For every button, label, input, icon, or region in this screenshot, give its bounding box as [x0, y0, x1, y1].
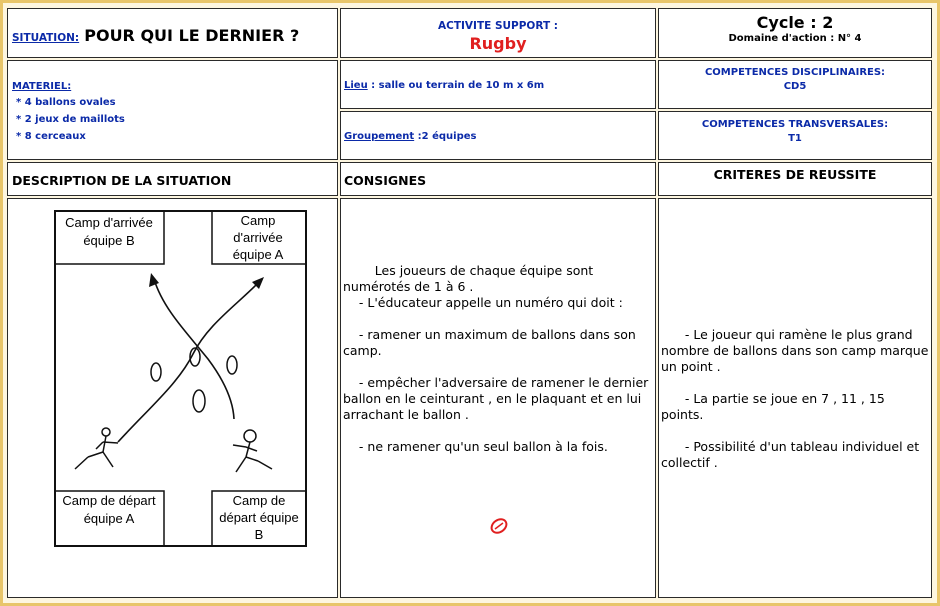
competences-disciplinaires-cell: [658, 60, 932, 109]
camp-depart-b-line1: Camp de: [232, 493, 286, 508]
ball-1: [151, 363, 161, 381]
activity-label: ACTIVITE SUPPORT :: [438, 20, 558, 32]
consignes-header-cell: [340, 162, 656, 196]
domain-label: Domaine d'action : N° 4: [728, 33, 862, 44]
description-header: DESCRIPTION DE LA SITUATION: [12, 173, 232, 188]
activity-cell: [340, 8, 656, 58]
consignes-header: CONSIGNES: [344, 173, 427, 188]
camp-arrivee-b-line2: équipe B: [83, 233, 135, 248]
camp-arrivee-b-line1: Camp d'arrivée: [65, 215, 153, 230]
groupement-cell: [340, 111, 656, 160]
criteres-cell: [658, 198, 932, 598]
lieu-cell: [340, 60, 656, 109]
ball-4: [193, 390, 205, 412]
cycle-label: Cycle : 2: [756, 13, 834, 32]
materiel-cell: [7, 60, 338, 160]
criteres-header-cell: [658, 162, 932, 196]
situation-label: SITUATION:: [12, 32, 80, 44]
consignes-cell: [340, 198, 656, 598]
materiel-item: * 8 cerceaux: [16, 131, 86, 142]
groupement-label: Groupement: [344, 131, 415, 142]
player-b: [233, 430, 272, 472]
camp-arrivee-a-line1: Camp: [240, 213, 276, 228]
camp-arrivee-a-line3: équipe A: [232, 247, 284, 262]
player-a: [75, 428, 118, 469]
competences-transversales-label: COMPETENCES TRANSVERSALES:: [701, 119, 889, 130]
competences-transversales-cell: [658, 111, 932, 160]
camp-depart-b-line2: départ équipe: [219, 510, 299, 525]
camp-depart-a-line2: équipe A: [83, 511, 135, 526]
consignes-text: Les joueurs de chaque équipe sont numérotés de 1 à 6 . - L'éducateur appelle un numéro qui doit : - ramener un maximum de ballons dans son camp. - empêcher l'adversaire de ramener le dernier ballon en le ceinturant , en le plaquant et en lui arrachant le ballon . - ne ramener qu'un seul ballon à la fois.: [343, 263, 649, 454]
lieu-value: : salle ou terrain de 10 m x 6m: [367, 80, 545, 91]
materiel-label: MATERIEL:: [12, 81, 72, 92]
game-diagram: [8, 199, 337, 597]
competences-disciplinaires-label: COMPETENCES DISCIPLINAIRES:: [704, 67, 886, 78]
competences-transversales-value: T1: [788, 133, 802, 144]
activity-sport: Rugby: [469, 34, 527, 53]
competences-disciplinaires-value: CD5: [783, 81, 807, 92]
groupement-value: :2 équipes: [414, 131, 477, 142]
criteres-text: - Le joueur qui ramène le plus grand nombre de ballons dans son camp marque un point . - La partie se joue en 7 , 11 , 15 points. - Possibilité d'un tableau individuel et collectif .: [661, 327, 929, 470]
description-cell: [7, 198, 338, 598]
lieu-label: Lieu: [344, 80, 368, 91]
camp-depart-a-line1: Camp de départ: [62, 493, 156, 508]
camp-depart-b-line3: B: [254, 527, 264, 542]
rugby-ball-icon: [487, 516, 511, 536]
situation-cell: [7, 8, 338, 58]
situation-title: POUR QUI LE DERNIER ?: [84, 26, 300, 45]
cycle-cell: [658, 8, 932, 58]
materiel-item: * 4 ballons ovales: [16, 97, 116, 108]
description-header-cell: [7, 162, 338, 196]
criteres-header: CRITERES DE REUSSITE: [713, 167, 877, 182]
camp-arrivee-a-line2: d'arrivée: [233, 230, 283, 245]
materiel-item: * 2 jeux de maillots: [16, 114, 125, 125]
ball-3: [227, 356, 237, 374]
